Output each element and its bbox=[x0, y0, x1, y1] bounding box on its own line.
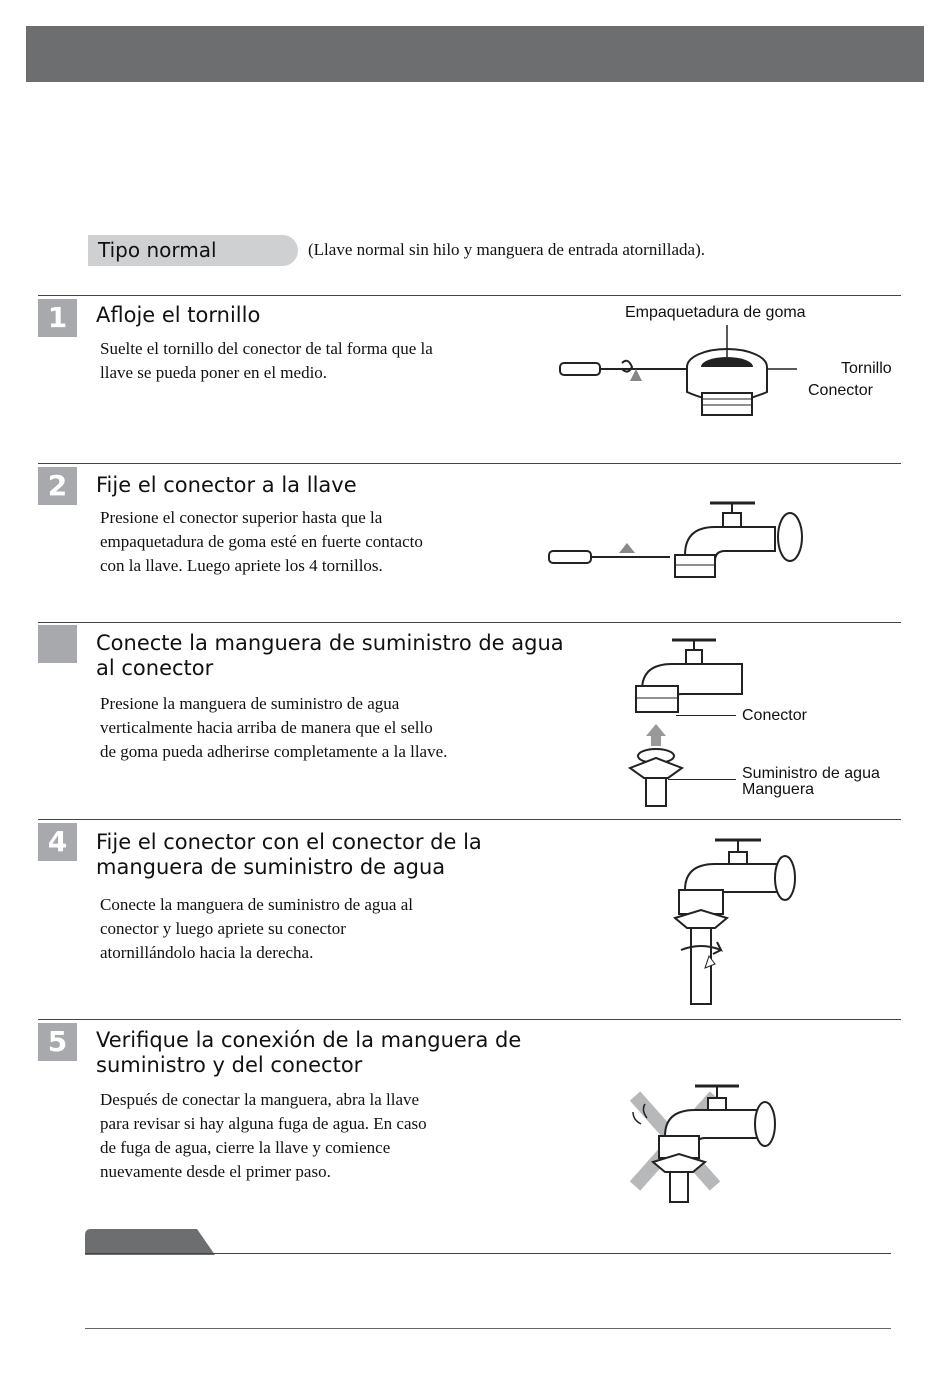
header-bar bbox=[26, 26, 924, 82]
connector-leader-line bbox=[676, 715, 736, 716]
step-4-title: Fije el conector con el conector de la manguera de suministro de agua bbox=[96, 830, 482, 879]
step-4-illustration bbox=[665, 832, 800, 1007]
step-3-badge bbox=[38, 625, 77, 663]
step-5-body: Después de conectar la manguera, abra la llave para revisar si hay alguna fuga de agua. En caso de fuga de agua, cierre la llave y comience nuevamente desde el primer paso. bbox=[100, 1090, 427, 1181]
step-4-body: Conecte la manguera de suministro de agua al conector y luego apriete su conector atornillándolo hacia la derecha. bbox=[100, 895, 413, 962]
step-3-illustration bbox=[620, 632, 745, 807]
step-2-illustration bbox=[545, 495, 810, 595]
step-5-title: Verifique la conexión de la manguera de suministro y del conector bbox=[96, 1028, 522, 1077]
step-1-badge: 1 bbox=[38, 299, 77, 337]
step-3-body: Presione la manguera de suministro de agua verticalmente hacia arriba de manera que el sello de goma pueda adherirse completamente a la llave. bbox=[100, 694, 448, 761]
step-3-title: Conecte la manguera de suministro de agua al conector bbox=[96, 631, 564, 680]
type-label: Tipo normal bbox=[88, 235, 298, 266]
step-2-divider bbox=[38, 463, 901, 464]
step-5-divider bbox=[38, 1019, 901, 1020]
step-1-title: Afloje el tornillo bbox=[96, 303, 261, 327]
supply-leader-line bbox=[668, 779, 736, 780]
step-4-badge: 4 bbox=[38, 823, 77, 861]
label-gasket: Empaquetadura de goma bbox=[625, 304, 806, 321]
step-1-illustration bbox=[552, 325, 802, 425]
step-1-body: Suelte el tornillo del conector de tal forma que la llave se pueda poner en el medio. bbox=[100, 339, 433, 382]
step-2-badge: 2 bbox=[38, 467, 77, 505]
label-connector-3: Conector bbox=[742, 707, 807, 724]
bottom-divider bbox=[85, 1328, 891, 1329]
step-5-badge: 5 bbox=[38, 1023, 77, 1061]
step-3-divider bbox=[38, 622, 901, 623]
type-description: (Llave normal sin hilo y manguera de entrada atornillada). bbox=[308, 240, 705, 259]
step-5-illustration bbox=[625, 1078, 785, 1208]
step-2-title: Fije el conector a la llave bbox=[96, 473, 357, 497]
step-4-divider bbox=[38, 819, 901, 820]
note-tab bbox=[85, 1229, 215, 1255]
label-screw: Tornillo bbox=[841, 360, 892, 377]
step-1-divider bbox=[38, 295, 901, 296]
label-supply-line1: Suministro de agua bbox=[742, 765, 880, 782]
note-divider bbox=[85, 1253, 891, 1254]
step-2-body: Presione el conector superior hasta que la empaquetadura de goma esté en fuerte contacto con la llave. Luego apriete los 4 tornillos. bbox=[100, 508, 423, 575]
label-supply-line2: Manguera bbox=[742, 781, 815, 798]
label-connector-1: Conector bbox=[808, 382, 873, 399]
